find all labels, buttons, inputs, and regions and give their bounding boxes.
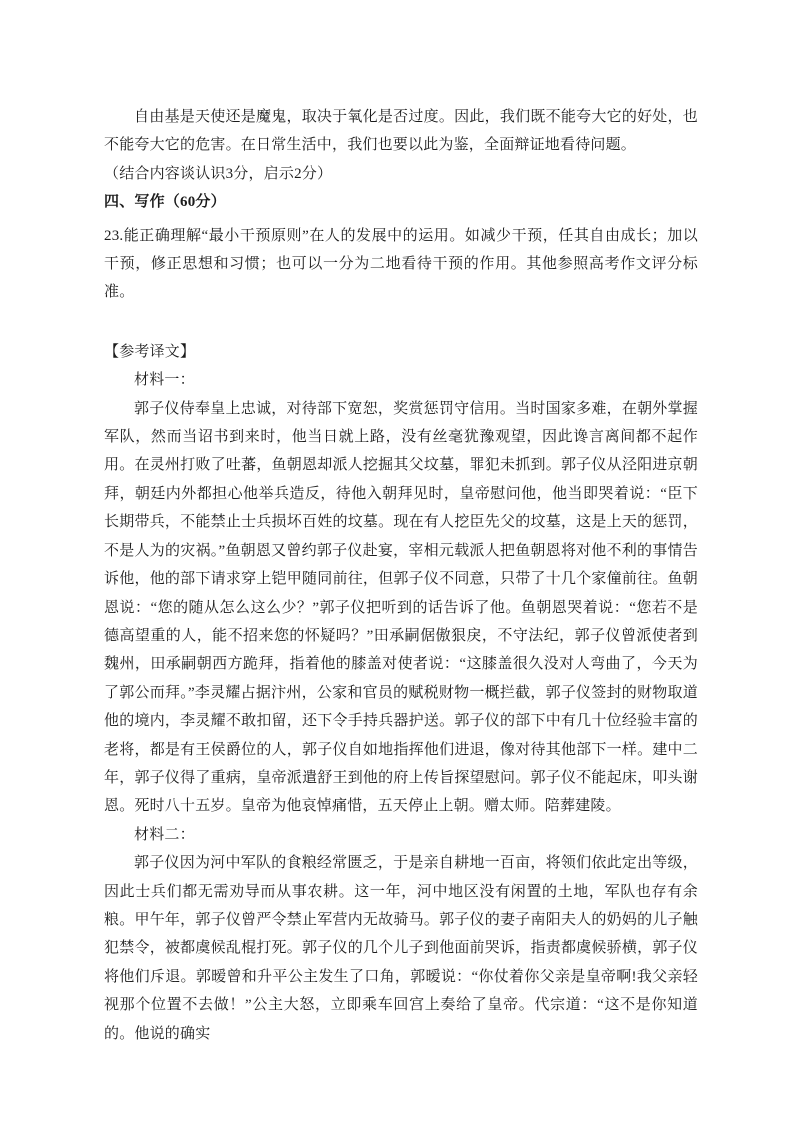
reference-translation-header: 【参考译文】 [104,343,196,360]
question-23-answer: 23.能正确理解“最小干预原则”在人的发展中的运用。如减少干预，任其自由成长；加以干预，修正思想和习惯；也可以一分为二地看待干预的作用。其他参照高考作文评分标准。 [104,227,698,301]
section-heading-writing: 四、写作（60分） [104,194,226,211]
scoring-note: （结合内容谈认识3分，启示2分） [104,165,333,182]
material-2-translation: 郭子仪因为河中军队的食粮经常匮乏，于是亲自耕地一百亩，将领们依此定出等级，因此士兵们都无需劝导而从事农耕。这一年，河中地区没有闲置的土地，军队也存有余粮。甲午年，郭子仪曾严令禁止军营内无故骑马。郭子仪的妻子南阳夫人的奶妈的儿子触犯禁令，被都虞候乱棍打死。郭子仪的几个儿子到他面前哭诉，指责都虞候骄横，郭子仪将他们斥退。郭暧曾和升平公主发生了口角，郭暧说：“你仗着你父亲是皇帝啊!我父亲轻视那个位置不去做！”公主大怒，立即乘车回宫上奏给了皇帝。代宗道：“这不是你知道的。他说的确实 [104,855,698,1042]
material-1-translation: 郭子仪侍奉皇上忠诚，对待部下宽恕，奖赏惩罚守信用。当时国家多难，在朝外掌握军队，然而当诏书到来时，他当日就上路，没有丝毫犹豫观望，因此谗言离间都不起作用。在灵州打败了吐蕃，鱼朝恩却派人挖掘其父坟墓，罪犯未抓到。郭子仪从泾阳进京朝拜，朝廷内外都担心他举兵造反，待他入朝拜见时，皇帝慰问他，他当即哭着说：“臣下长期带兵，不能禁止士兵损坏百姓的坟墓。现在有人挖臣先父的坟墓，这是上天的惩罚，不是人为的灾祸。”鱼朝恩又曾约郭子仪赴宴，宰相元载派人把鱼朝恩将对他不利的事情告诉他，他的部下请求穿上铠甲随同前往，但郭子仪不同意，只带了十几个家僮前往。鱼朝恩说：“您的随从怎么这么少？”郭子仪把听到的话告诉了他。鱼朝恩哭着说：“您若不是德高望重的人，能不招来您的怀疑吗？”田承嗣倨傲狠戾，不守法纪，郭子仪曾派使者到魏州，田承嗣朝西方跪拜，指着他的膝盖对使者说：“这膝盖很久没对人弯曲了，今天为了郭公而拜。”李灵耀占据汴州，公家和官员的赋税财物一概拦截，郭子仪签封的财物取道他的境内，李灵耀不敢扣留，还下令手持兵器护送。郭子仪的部下中有几十位经验丰富的老将，都是有王侯爵位的人，郭子仪自如地指挥他们进退，像对待其他部下一样。建中二年，郭子仪得了重病，皇帝派遣舒王到他的府上传旨探望慰问。郭子仪不能起床，叩头谢恩。死时八十五岁。皇帝为他哀悼痛惜，五天停止上朝。赠太师。陪葬建陵。 [104,400,698,815]
material-1-label: 材料一： [134,372,195,389]
document-page [104,103,698,1048]
free-radical-summary: 自由基是天使还是魔鬼，取决于氧化是否过度。因此，我们既不能夸大它的好处，也不能夸大它的危害。在日常生活中，我们也要以此为鉴，全面辩证地看待问题。 [104,109,698,154]
material-2-label: 材料二： [134,826,195,843]
